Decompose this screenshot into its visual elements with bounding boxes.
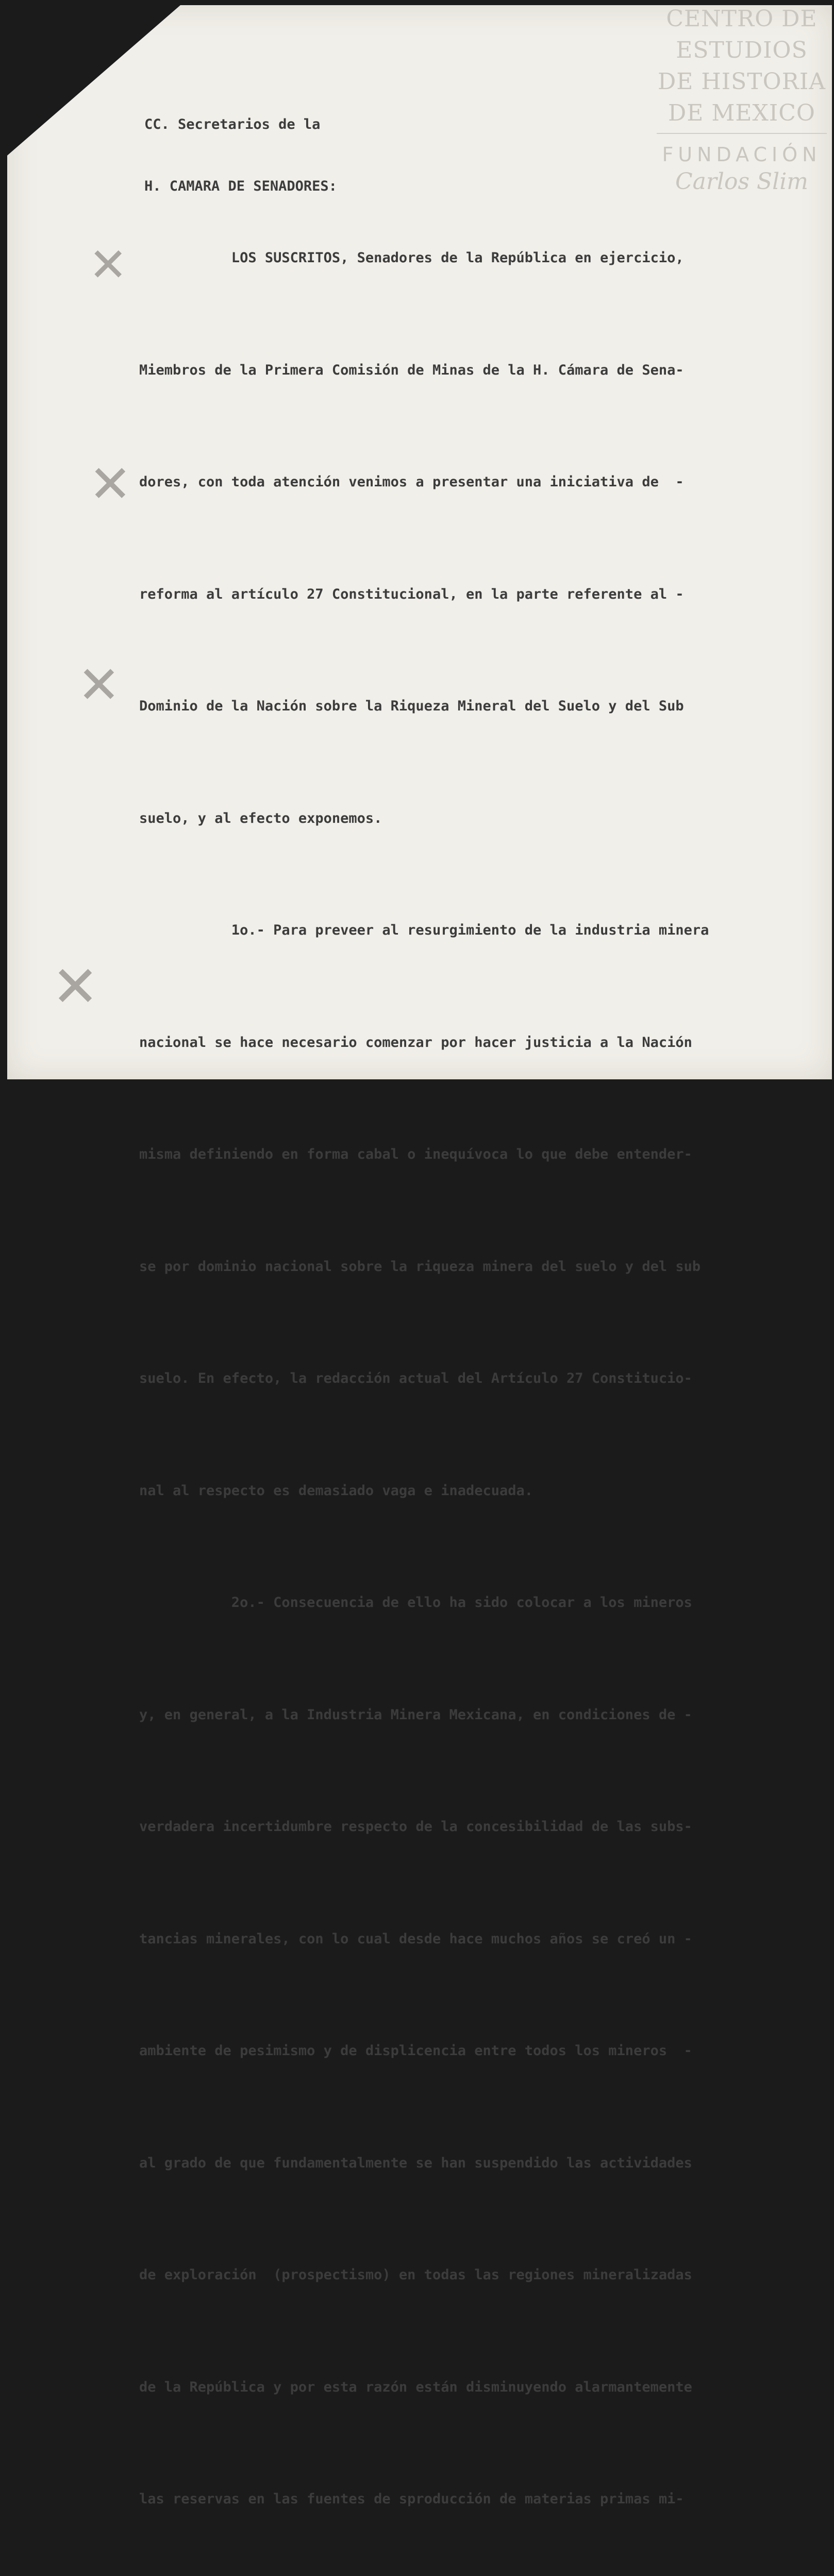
body-line: y, en general, a la Industria Minera Mexicana, en condiciones de -: [139, 1706, 692, 1723]
watermark-signature: Carlos Slim: [675, 168, 809, 195]
watermark-foundation: FUNDACIÓN: [662, 143, 822, 166]
margin-x-mark-3: ✕: [77, 655, 121, 715]
body-line: 1o.- Para preveer al resurgimiento de la industria minera: [139, 922, 709, 938]
addressee-line-1: CC. Secretarios de la: [144, 116, 321, 132]
watermark-line-1: CENTRO DE: [666, 6, 818, 32]
margin-x-mark-4: ✕: [52, 954, 99, 1020]
body-line: suelo, y al efecto exponemos.: [139, 810, 382, 826]
body-line: reforma al artículo 27 Constitucional, en la parte referente al -: [139, 586, 684, 602]
letter-body: [139, 165, 709, 2576]
body-line: Dominio de la Nación sobre la Riqueza Mineral del Suelo y del Sub: [139, 698, 684, 714]
body-line: verdadera incertidumbre respecto de la concesibilidad de las subs-: [139, 1819, 692, 1835]
watermark-line-3: DE HISTORIA: [658, 69, 826, 95]
body-line: nacional se hace necesario comenzar por hacer justicia a la Nación: [139, 1034, 692, 1050]
body-line: misma definiendo en forma cabal o inequívoca lo que debe entender-: [139, 1146, 692, 1162]
body-line: 2o.- Consecuencia de ello ha sido colocar a los mineros: [139, 1595, 692, 1611]
body-line: de exploración (prospectismo) en todas las regiones mineralizadas: [139, 2267, 692, 2283]
margin-x-mark-2: ✕: [89, 454, 132, 514]
body-line: se por dominio nacional sobre la riqueza minera del suelo y del sub: [139, 1258, 701, 1275]
margin-x-mark-1: ✕: [89, 238, 128, 292]
body-line: las reservas en las fuentes de sproducción de materias primas mi-: [139, 2491, 684, 2507]
watermark-line-4: DE MEXICO: [668, 100, 815, 126]
body-line: al grado de que fundamentalmente se han suspendido las actividades: [139, 2155, 692, 2171]
body-line: tancias minerales, con lo cual desde hace muchos años se creó un -: [139, 1930, 692, 1947]
body-line: ambiente de pesimismo y de displicencia entre todos los mineros -: [139, 2043, 692, 2059]
body-line: Miembros de la Primera Comisión de Minas de la H. Cámara de Sena-: [139, 362, 684, 378]
watermark-line-2: ESTUDIOS: [676, 37, 808, 63]
body-line: dores, con toda atención venimos a presentar una iniciativa de -: [139, 474, 684, 490]
body-line: nal al respecto es demasiado vaga e inadecuada.: [139, 1482, 533, 1499]
addressee-line-2: H. CAMARA DE SENADORES:: [144, 178, 337, 194]
watermark-divider: [657, 133, 827, 134]
body-line: suelo. En efecto, la redacción actual del Artículo 27 Constitucio-: [139, 1370, 692, 1386]
body-line: de la República y por esta razón están disminuyendo alarmantemente: [139, 2379, 692, 2395]
body-line: LOS SUSCRITOS, Senadores de la República en ejercicio,: [139, 250, 684, 266]
